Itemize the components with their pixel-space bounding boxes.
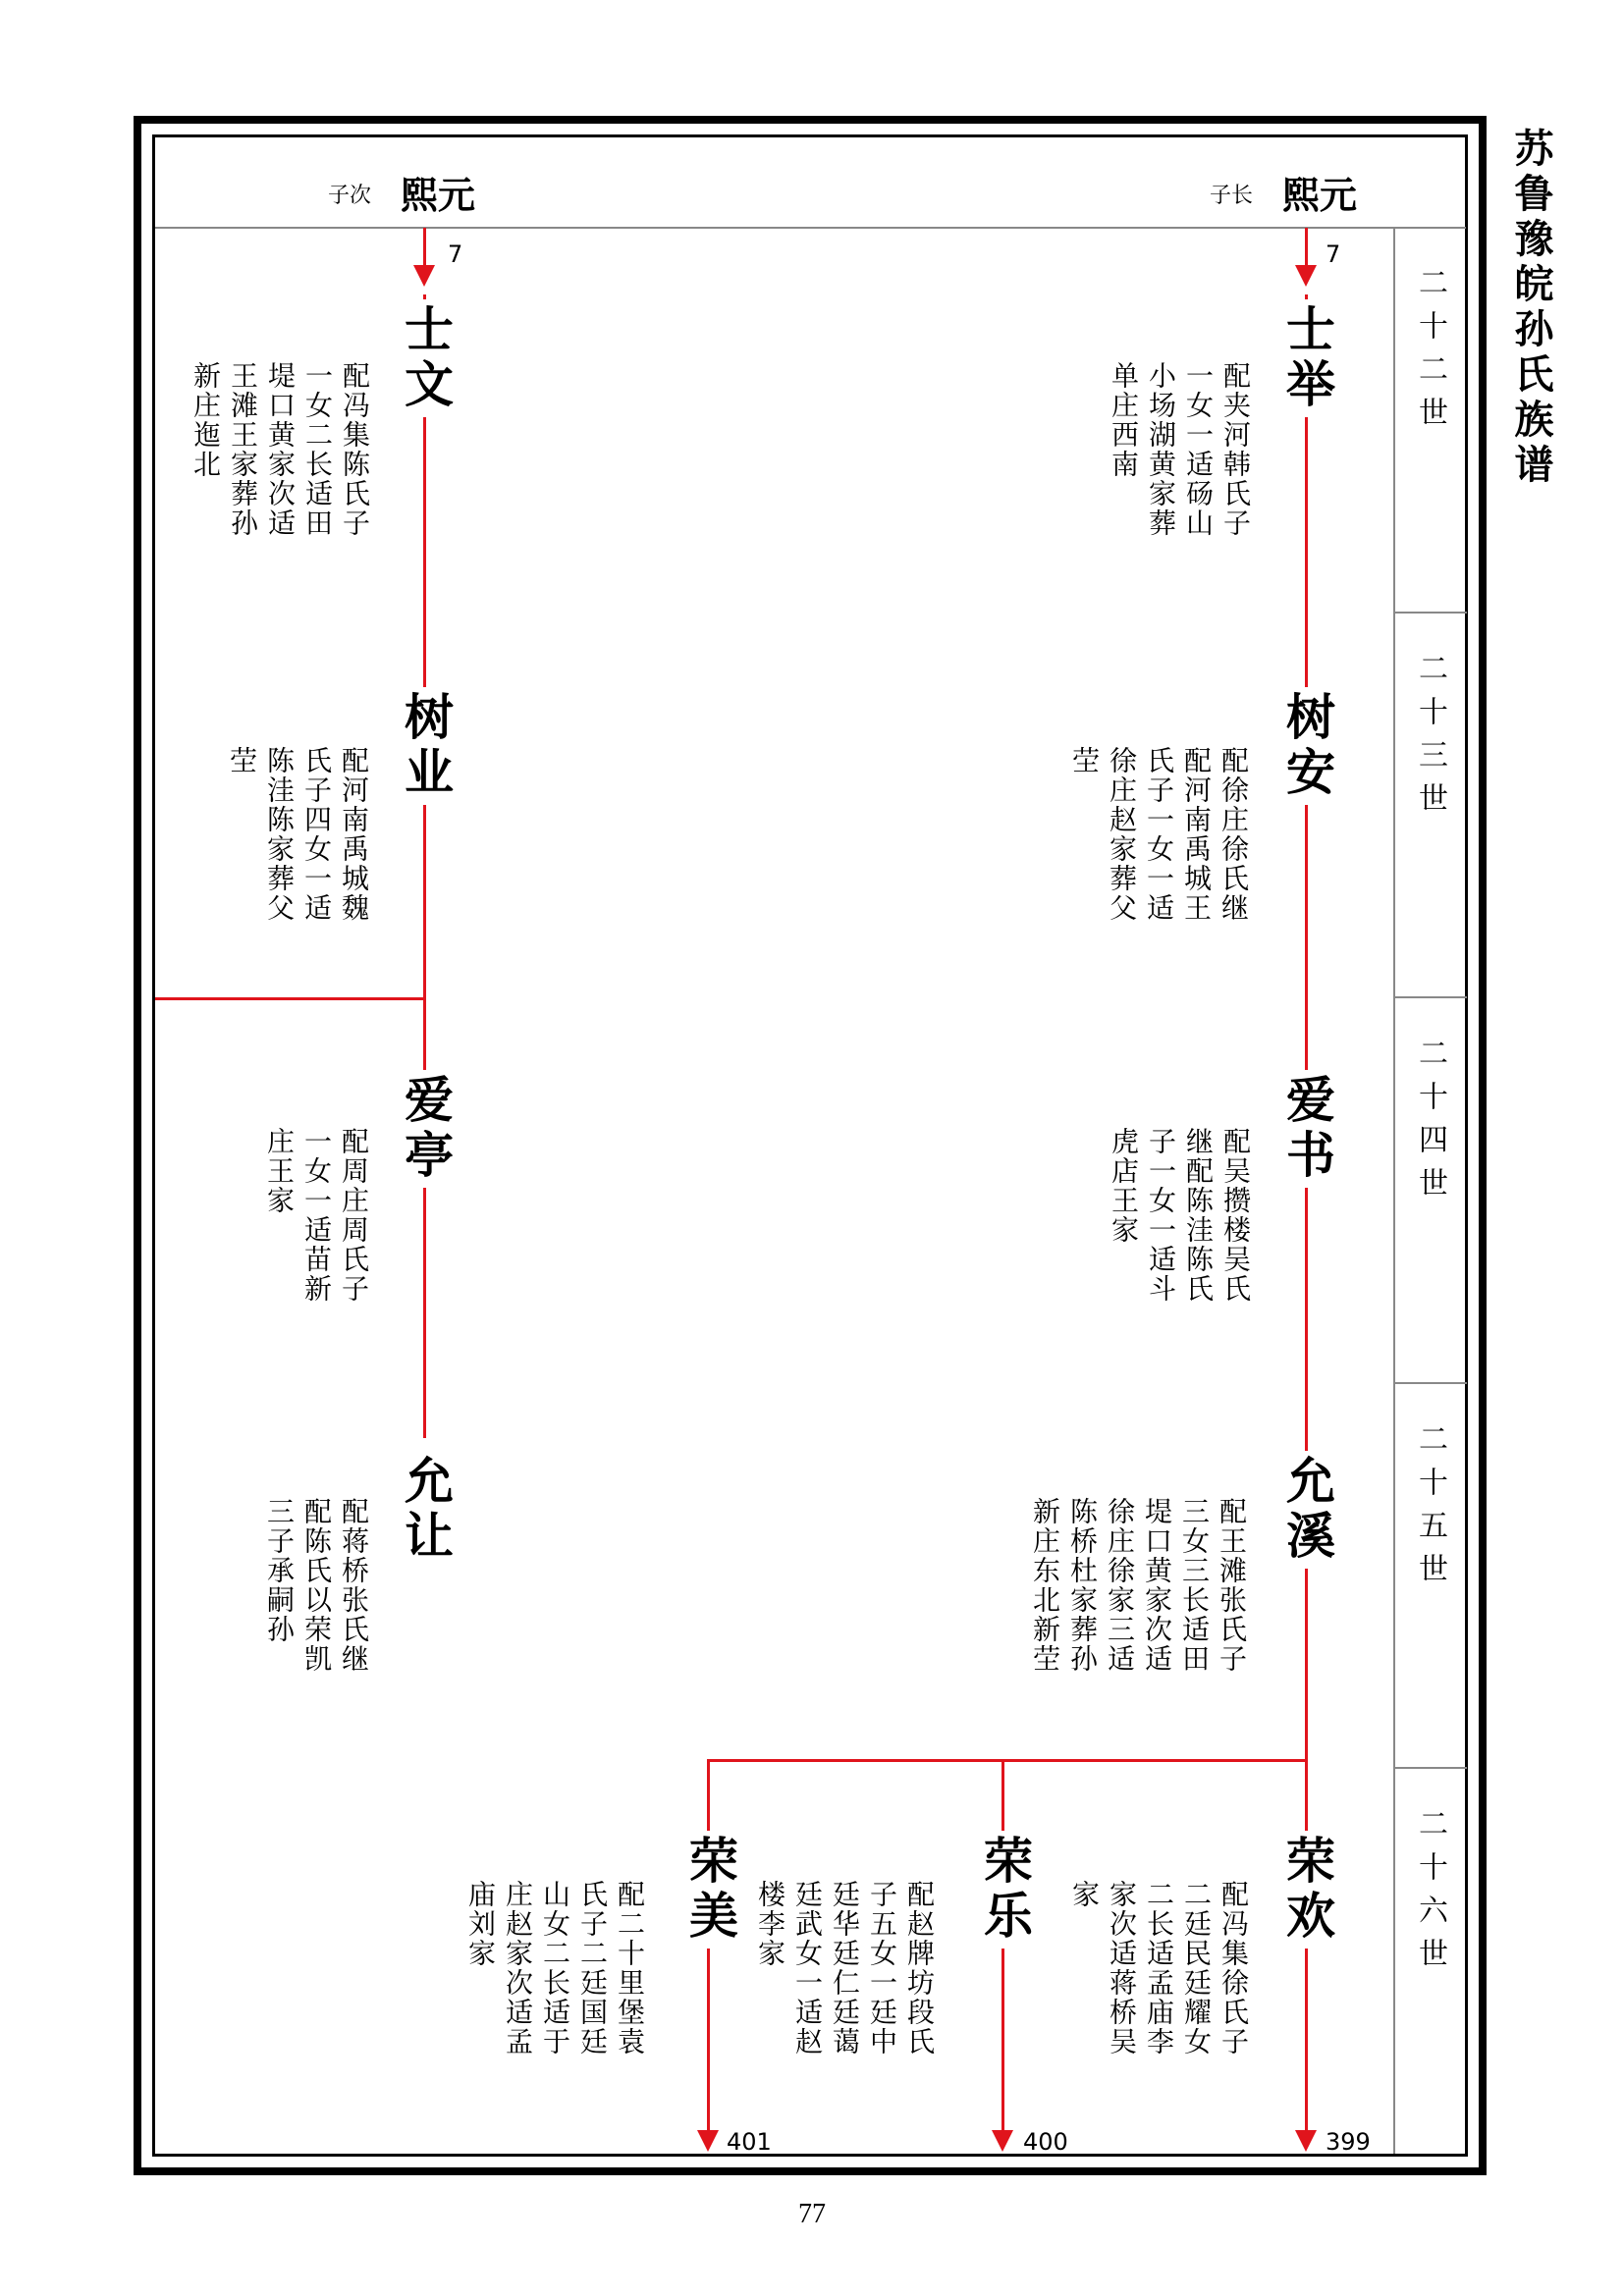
page-number: 77	[798, 2199, 826, 2229]
gen-label-23: 二十三世	[1413, 653, 1447, 826]
person-note: 配赵牌坊段氏 子五女一廷中 廷华廷仁廷蔼 廷武女一适赵 楼李家	[754, 1880, 936, 2056]
header-divider	[155, 227, 1466, 229]
gen-cell-23	[1394, 614, 1465, 996]
lineage-line	[423, 228, 426, 267]
down-arrow-icon	[992, 2130, 1013, 2152]
header-left-parent-name: 熙元	[401, 173, 476, 217]
gen-cell-22	[1394, 228, 1465, 612]
page-ref-right-top: 7	[1326, 240, 1341, 268]
person-note: 配吴攒楼吴氏 继配陈洼陈氏 子一女一适斗 虎店王家	[1108, 1127, 1252, 1304]
book-title: 苏鲁豫皖孙氏族谱	[1508, 128, 1554, 489]
header-left-relation: 子次	[328, 184, 372, 208]
person-note: 配徐庄徐氏继 配河南禹城王 氏子一女一适 徐庄赵家葬父 茔	[1068, 746, 1250, 923]
person-note: 配蒋桥张氏继 配陈氏以荣凯 三子承嗣孙	[263, 1497, 370, 1674]
person-name: 树业	[397, 687, 454, 805]
page-ref-bottom: 399	[1326, 2128, 1371, 2156]
gen-label-22: 二十二世	[1413, 267, 1447, 440]
page-ref-left-top: 7	[448, 240, 463, 268]
person-name: 荣乐	[976, 1831, 1033, 1949]
gen-cell-24	[1394, 998, 1465, 1382]
person-name: 爱亭	[397, 1070, 454, 1188]
person-name: 爱书	[1278, 1070, 1335, 1188]
person-name: 荣欢	[1278, 1831, 1335, 1949]
person-note: 配冯集陈氏子 一女二长适田 堤口黄家次适 王滩王家葬孙 新庄迤北	[189, 361, 371, 538]
person-note: 配冯集徐氏子 二廷民廷耀女 二长适孟庙李 家次适蒋桥吴 家	[1068, 1880, 1250, 2056]
person-note: 配二十里堡袁 氏子二廷国廷 山女二长适于 庄赵家次适孟 庙刘家	[464, 1880, 646, 2056]
person-name: 士文	[397, 299, 454, 417]
page-ref-bottom: 401	[727, 2128, 772, 2156]
down-arrow-icon	[1295, 2130, 1317, 2152]
lineage-line	[707, 1759, 710, 2144]
gen-cell-25	[1394, 1384, 1465, 1767]
down-arrow-icon	[413, 265, 435, 287]
header-right-parent-name: 熙元	[1282, 173, 1358, 217]
person-note: 配周庄周氏子 一女一适苗新 庄王家	[263, 1127, 370, 1304]
person-name: 树安	[1278, 687, 1335, 805]
header-right-relation: 子长	[1210, 184, 1254, 208]
down-arrow-icon	[1295, 265, 1317, 287]
gen-cell-26	[1394, 1769, 1465, 2154]
lineage-line	[423, 294, 426, 1438]
person-note: 配夹河韩氏子 一女一适砀山 小场湖黄家葬 单庄西南	[1108, 361, 1252, 538]
person-note: 配河南禹城魏 氏子四女一适 陈洼陈家葬父 茔	[226, 746, 370, 923]
gen-label-25: 二十五世	[1413, 1423, 1447, 1596]
person-name: 荣美	[681, 1831, 738, 1949]
person-name: 允让	[397, 1451, 454, 1569]
gen-label-24: 二十四世	[1413, 1038, 1447, 1210]
lineage-line	[1001, 1759, 1004, 2144]
lineage-branch	[155, 997, 426, 1000]
person-note: 配王滩张氏子 三女三长适田 堤口黄家次适 徐庄徐家三适 陈桥杜家葬孙 新庄东北新茔	[1029, 1497, 1248, 1674]
lineage-line	[1305, 1759, 1308, 2144]
lineage-branch	[707, 1759, 1308, 1762]
person-name: 士举	[1278, 299, 1335, 417]
person-name: 允溪	[1278, 1451, 1335, 1569]
gen-label-26: 二十六世	[1413, 1808, 1447, 1981]
down-arrow-icon	[697, 2130, 719, 2152]
page-ref-bottom: 400	[1023, 2128, 1068, 2156]
lineage-line	[1305, 228, 1308, 267]
